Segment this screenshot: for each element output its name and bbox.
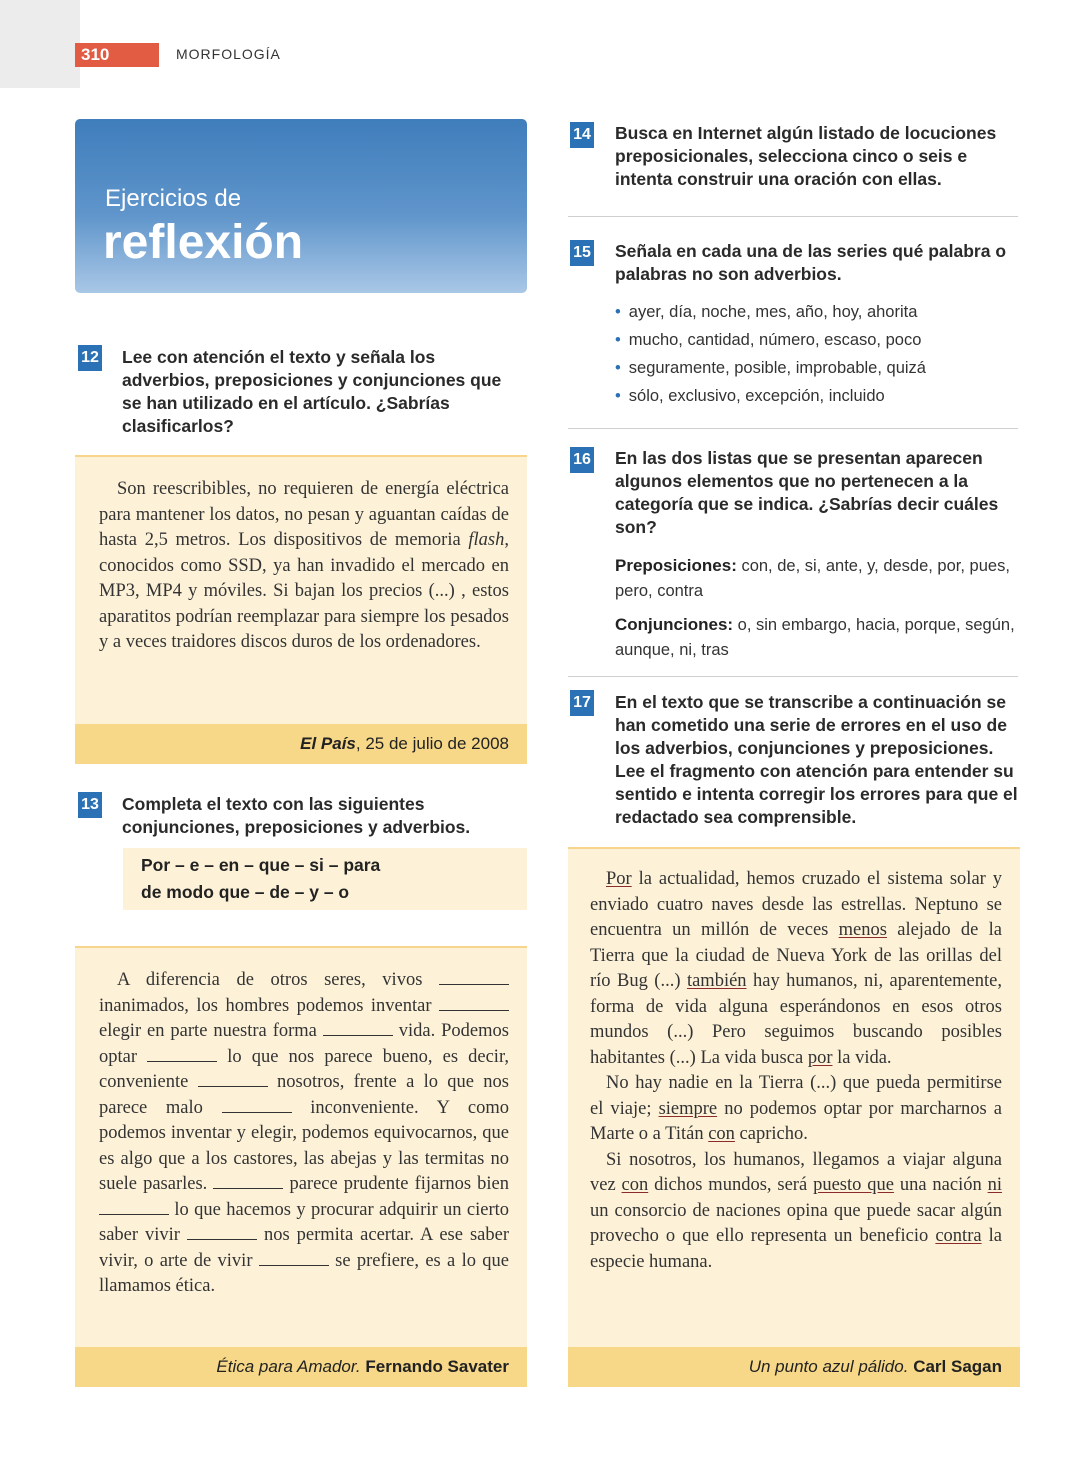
exercise-12-quote xyxy=(99,477,509,656)
fill-blank[interactable] xyxy=(187,1224,257,1240)
exercise-12-quote-box xyxy=(75,455,527,764)
list-item: • seguramente, posible, improbable, quizá xyxy=(617,354,926,382)
quote-text-b: , conocidos como SSD, ya han invadido el mercado en MP3, MP4 y móviles. Si bajan los precios (...) , estos aparatitos podrían reemplazar para siempre los pesados y a veces traidores discos duros de los ordenadores. xyxy=(99,530,509,652)
exercise-15-series xyxy=(617,298,926,410)
text-run: No hay nadie en la Tierra (...) que pueda permitirse el viaje; xyxy=(590,1073,1002,1119)
text-run: una nación xyxy=(893,1175,988,1195)
error-word: ni xyxy=(987,1175,1002,1195)
source-title: Ética para Amador. xyxy=(216,1357,361,1376)
fill-blank[interactable] xyxy=(198,1071,268,1087)
prepositions-list xyxy=(615,553,1015,604)
prepositions-items: con, de, si, ante, y, desde, por, pues, pero, contra xyxy=(615,557,1010,600)
banner-title: reflexión xyxy=(103,216,304,269)
word-bank-line-1: Por – e – en – que – si – para xyxy=(141,855,381,875)
page-corner xyxy=(0,0,80,88)
divider xyxy=(568,676,1018,677)
word-bank-line-2: de modo que – de – y – o xyxy=(141,882,350,902)
conjunctions-items: o, sin embargo, hacia, porque, según, aunque, ni, tras xyxy=(615,616,1015,659)
banner-subtitle: Ejercicios de xyxy=(105,185,242,212)
source-author: Carl Sagan xyxy=(913,1357,1002,1376)
text-run: la vida. xyxy=(832,1047,892,1068)
exercise-13-fill-text xyxy=(99,968,509,1300)
exercise-16-number: 16 xyxy=(570,447,594,473)
quote-text-italic: flash xyxy=(468,530,505,550)
fill-seg: nosotros, frente a lo que nos parece malo xyxy=(99,1072,509,1118)
text-run: alejado de la Tierra que la ciudad de Nueva York de las orillas del río Bug (...) xyxy=(590,920,1003,991)
exercise-17-text xyxy=(590,867,1002,1275)
error-word: puesto que xyxy=(813,1175,894,1195)
text-run: hay humanos, ni, aparentemente, forma de vida alguna esperándonos en esos otros mundos (...) Pero seguimos buscando posibles habitantes (...) La vida busca xyxy=(590,971,1002,1068)
text-run: dichos mundos, será xyxy=(648,1175,814,1195)
quote-text-a: Son reescribibles, no requieren de energía eléctrica para mantener los datos, no pesan y aguantan caídas de hasta 2,5 metros. Los dispositivos de memoria xyxy=(99,479,509,550)
text-run: no podemos optar por marcharnos a Marte o a Titán xyxy=(590,1098,1002,1144)
exercise-13-number: 13 xyxy=(78,792,102,818)
exercise-17-source xyxy=(568,1347,1020,1387)
text-run: un consorcio de naciones opina que puede sacar algún provecho o que ello representa un beneficio xyxy=(590,1200,1002,1246)
divider xyxy=(568,216,1018,217)
error-word: por xyxy=(807,1047,833,1068)
list-item: • sólo, exclusivo, excepción, incluido xyxy=(617,382,926,410)
exercise-16-instruction: En las dos listas que se presentan aparecen algunos elementos que no pertenecen a la categoría que se indica. ¿Sabrías decir cuáles son? xyxy=(615,448,999,537)
fill-blank[interactable] xyxy=(259,1250,329,1266)
fill-blank[interactable] xyxy=(147,1046,217,1062)
sagan-paragraph-3 xyxy=(590,1148,1002,1276)
error-word: siempre xyxy=(658,1098,718,1119)
exercise-12-number: 12 xyxy=(78,345,102,371)
text-run: capricho. xyxy=(734,1124,808,1144)
exercise-13-instruction: Completa el texto con las siguientes conjunciones, preposiciones y adverbios. xyxy=(122,794,471,837)
error-word: también xyxy=(686,971,747,991)
fill-seg: vida. Podemos optar xyxy=(99,1021,509,1067)
text-run: la actualidad, hemos cruzado el sistema solar y enviado cuatro naves desde las estrellas. Neptuno se encuentra un millón de veces xyxy=(590,869,1002,940)
exercise-12-source xyxy=(75,724,527,764)
exercise-14-instruction: Busca en Internet algún listado de locuciones preposicionales, selecciona cinco o seis e intenta construir una oración con ellas. xyxy=(615,123,997,189)
exercise-13-word-bank xyxy=(123,848,527,910)
fill-blank[interactable] xyxy=(439,995,509,1011)
text-run: Si nosotros, los humanos, llegamos a viajar alguna vez xyxy=(590,1149,1002,1195)
error-word: Por xyxy=(606,869,632,889)
error-word: con xyxy=(708,1124,735,1144)
exercise-15-instruction: Señala en cada una de las series qué palabra o palabras no son adverbios. xyxy=(615,241,1007,284)
fill-seg: lo que hacemos y procurar adquirir un cierto saber vivir xyxy=(99,1199,509,1245)
running-header: MORFOLOGÍA xyxy=(176,46,281,62)
fill-seg: parece prudente fijarnos bien xyxy=(283,1174,509,1194)
section-banner xyxy=(75,119,527,293)
exercise-13-text-box xyxy=(75,946,527,1387)
divider xyxy=(568,428,1018,429)
fill-seg: lo que nos parece bueno, es decir, conveniente xyxy=(99,1046,509,1092)
sagan-paragraph-1 xyxy=(590,867,1002,1071)
list-item: • mucho, cantidad, número, escaso, poco xyxy=(617,326,926,354)
page-number: 310 xyxy=(75,43,159,67)
fill-blank[interactable] xyxy=(439,969,509,985)
conjunctions-label: Conjunciones: xyxy=(615,615,734,634)
exercise-15-number: 15 xyxy=(570,240,594,266)
error-word: contra xyxy=(935,1226,982,1246)
error-word: con xyxy=(621,1175,649,1195)
source-date: , 25 de julio de 2008 xyxy=(355,734,509,753)
conjunctions-list xyxy=(615,612,1015,663)
exercise-17-number: 17 xyxy=(570,690,594,716)
fill-blank[interactable] xyxy=(323,1020,393,1036)
fill-seg: elegir en parte nuestra forma xyxy=(99,1021,323,1041)
fill-seg: A diferencia de otros seres, vivos xyxy=(117,970,439,990)
fill-seg: se prefiere, es a lo que llamamos ética. xyxy=(99,1250,510,1296)
source-title: El País xyxy=(300,734,356,753)
fill-seg: inanimados, los hombres podemos inventar xyxy=(99,995,439,1016)
sagan-paragraph-2 xyxy=(590,1071,1002,1148)
fill-seg: inconveniente. Y como podemos inventar y elegir, podemos equivocarnos, que es algo que a los castores, las abejas y las termitas no suele pasarles. xyxy=(99,1097,509,1194)
fill-blank[interactable] xyxy=(222,1097,292,1113)
source-author: Fernando Savater xyxy=(365,1357,509,1376)
exercise-14-number: 14 xyxy=(570,122,594,148)
list-item: • ayer, día, noche, mes, año, hoy, ahorita xyxy=(617,298,926,326)
error-word: menos xyxy=(838,920,887,940)
exercise-17-text-box xyxy=(568,847,1020,1387)
exercise-17-instruction: En el texto que se transcribe a continuación se han cometido una serie de errores en el uso de los adverbios, conjunciones y preposiciones. Lee el fragmento con atención para entender su sentido e intenta corregir los errores para que el redactado sea comprensible. xyxy=(615,692,1018,827)
fill-blank[interactable] xyxy=(99,1199,169,1215)
exercise-13-source xyxy=(75,1347,527,1387)
source-title: Un punto azul pálido. xyxy=(748,1357,909,1376)
fill-seg: nos permita acertar. A ese saber vivir, o arte de vivir xyxy=(99,1225,509,1271)
prepositions-label: Preposiciones: xyxy=(615,556,737,575)
text-run: la especie humana. xyxy=(590,1226,1002,1272)
exercise-12-instruction: Lee con atención el texto y señala los adverbios, preposiciones y conjunciones que se han utilizado en el artículo. ¿Sabrías clasificarlos? xyxy=(122,347,502,436)
fill-blank[interactable] xyxy=(213,1173,283,1189)
